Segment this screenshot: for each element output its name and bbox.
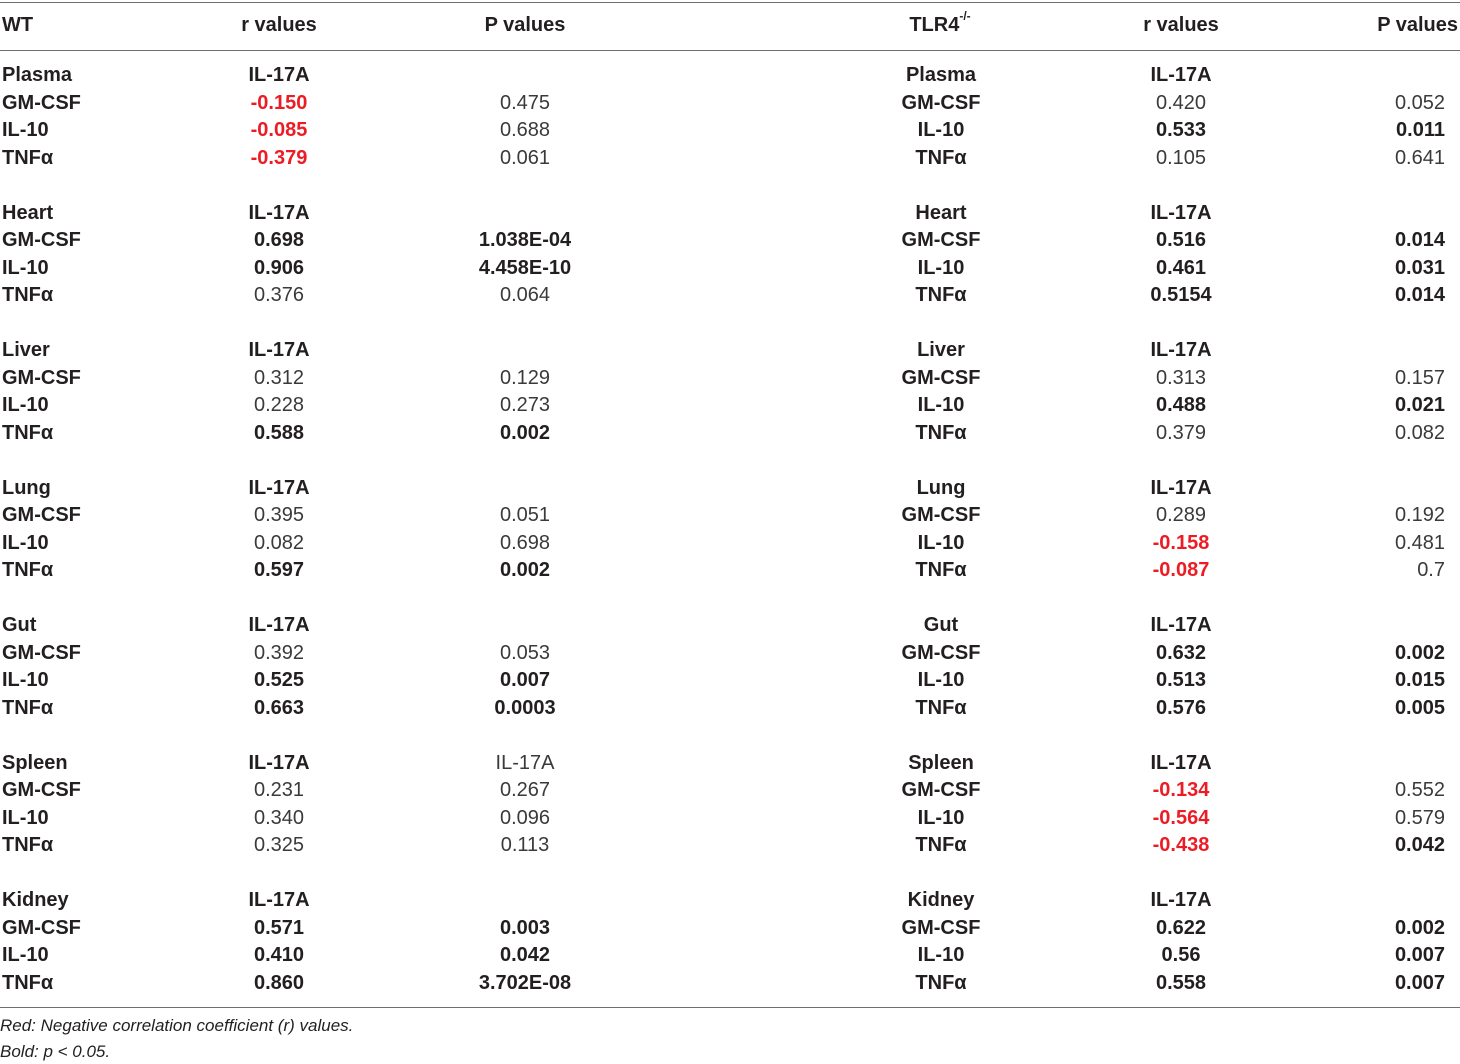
wt-r-value: 0.663 xyxy=(253,696,305,719)
tlr4-p-value: 0.031 xyxy=(1394,256,1445,279)
cytokine-label-wt: TNFα xyxy=(2,284,54,306)
tlr4-r-value: 0.420 xyxy=(1155,91,1207,114)
header-tlr4-superscript: -/- xyxy=(959,9,971,24)
tlr4-p-value: 0.579 xyxy=(1394,806,1445,829)
tlr4-r-value: 0.513 xyxy=(1155,669,1207,691)
marker-label-wt: IL-17A xyxy=(248,201,310,224)
header-wt: WT xyxy=(2,14,34,36)
table-row xyxy=(0,832,1460,860)
tissue-label-tlr4: Lung xyxy=(916,476,966,499)
table-row xyxy=(0,942,1460,970)
wt-r-value: -0.085 xyxy=(250,119,308,141)
cytokine-label-wt: TNFα xyxy=(2,971,54,994)
tlr4-p-value: 0.007 xyxy=(1394,971,1445,994)
header-tlr4 xyxy=(909,9,971,40)
footnote-bold: Bold: p < 0.05. xyxy=(0,1042,111,1061)
header-p-values-wt: P values xyxy=(484,14,566,36)
cytokine-label-wt: TNFα xyxy=(2,834,54,856)
tissue-label-wt: Gut xyxy=(2,614,37,636)
wt-p-value: 3.702E-08 xyxy=(478,971,572,994)
group-header-row-heart xyxy=(0,200,1460,228)
marker-label-wt: IL-17A xyxy=(248,889,310,911)
cytokine-label-tlr4: IL-10 xyxy=(917,531,965,554)
tlr4-r-value: -0.438 xyxy=(1152,834,1210,856)
cytokine-label-wt: GM-CSF xyxy=(2,779,81,801)
wt-r-value: 0.228 xyxy=(253,394,305,416)
header-rule xyxy=(0,50,1460,51)
tlr4-r-value: -0.134 xyxy=(1152,779,1210,801)
wt-r-value: 0.410 xyxy=(253,944,305,966)
tissue-label-wt: Spleen xyxy=(2,751,68,774)
cytokine-label-tlr4: IL-10 xyxy=(917,256,965,279)
wt-p-value: 0.061 xyxy=(499,146,551,169)
wt-p-value: 0.267 xyxy=(499,779,551,801)
wt-p-value: 0.003 xyxy=(499,916,551,939)
wt-p-value: 0.042 xyxy=(499,944,551,966)
cytokine-label-tlr4: GM-CSF xyxy=(901,641,981,664)
wt-p-value: 0.002 xyxy=(499,559,551,581)
tlr4-p-value: 0.157 xyxy=(1394,366,1445,389)
tlr4-p-value: 0.002 xyxy=(1394,641,1445,664)
tissue-label-wt: Kidney xyxy=(2,889,69,911)
tlr4-r-value: 0.379 xyxy=(1155,421,1207,444)
tlr4-r-value: 0.576 xyxy=(1155,696,1207,719)
tlr4-r-value: 0.289 xyxy=(1155,504,1207,526)
table-row xyxy=(0,695,1460,723)
marker-label-tlr4: IL-17A xyxy=(1150,64,1212,86)
tissue-label-wt: Plasma xyxy=(2,64,73,86)
top-rule xyxy=(0,2,1460,3)
tissue-label-tlr4: Heart xyxy=(915,201,967,224)
wt-r-value: 0.588 xyxy=(253,421,305,444)
marker-label-tlr4: IL-17A xyxy=(1150,339,1212,361)
tissue-label-tlr4: Plasma xyxy=(905,64,977,86)
marker-label-tlr4: IL-17A xyxy=(1150,751,1212,774)
tlr4-p-value: 0.002 xyxy=(1394,916,1445,939)
tlr4-r-value: 0.632 xyxy=(1155,641,1207,664)
table-row xyxy=(0,420,1460,448)
table-row xyxy=(0,502,1460,530)
cytokine-label-wt: IL-10 xyxy=(2,256,49,279)
tlr4-p-value: 0.082 xyxy=(1394,421,1445,444)
cytokine-label-tlr4: GM-CSF xyxy=(901,366,981,389)
cytokine-label-wt: GM-CSF xyxy=(2,229,81,251)
wt-p-value: 0.096 xyxy=(499,806,551,829)
cytokine-label-wt: IL-10 xyxy=(2,531,49,554)
table-row xyxy=(0,970,1460,998)
tissue-label-tlr4: Kidney xyxy=(907,889,975,911)
cytokine-label-tlr4: IL-10 xyxy=(917,119,965,141)
wt-r-value: -0.150 xyxy=(250,91,308,114)
wt-p-value: 1.038E-04 xyxy=(478,229,572,251)
wt-r-value: 0.395 xyxy=(253,504,305,526)
group-header-row-lung xyxy=(0,475,1460,503)
cytokine-label-wt: IL-10 xyxy=(2,944,49,966)
table-row xyxy=(0,365,1460,393)
cytokine-label-wt: TNFα xyxy=(2,146,54,169)
cytokine-label-tlr4: GM-CSF xyxy=(901,504,981,526)
wt-r-value: 0.525 xyxy=(253,669,305,691)
group-header-row-liver xyxy=(0,337,1460,365)
cytokine-label-tlr4: IL-10 xyxy=(917,944,965,966)
table-row xyxy=(0,777,1460,805)
tissue-label-tlr4: Gut xyxy=(923,614,959,636)
wt-r-value: 0.906 xyxy=(253,256,305,279)
header-r-values-tlr4: r values xyxy=(1143,14,1219,36)
wt-p-value: 0.064 xyxy=(499,284,551,306)
wt-p-value: 0.113 xyxy=(500,834,550,856)
table-row xyxy=(0,145,1460,173)
wt-r-value: -0.379 xyxy=(250,146,308,169)
cytokine-label-wt: IL-10 xyxy=(2,806,49,829)
cytokine-label-tlr4: TNFα xyxy=(915,559,967,581)
tlr4-p-value: 0.021 xyxy=(1394,394,1445,416)
tlr4-r-value: -0.087 xyxy=(1152,559,1210,581)
tlr4-p-value: 0.052 xyxy=(1394,91,1445,114)
cytokine-label-tlr4: TNFα xyxy=(915,834,967,856)
group-header-row-gut xyxy=(0,612,1460,640)
tlr4-r-value: 0.558 xyxy=(1155,971,1207,994)
marker-label-tlr4: IL-17A xyxy=(1150,614,1212,636)
tlr4-r-value: 0.533 xyxy=(1155,119,1207,141)
tlr4-p-value: 0.192 xyxy=(1394,504,1445,526)
marker-label-wt: IL-17A xyxy=(248,751,310,774)
cytokine-label-wt: IL-10 xyxy=(2,669,49,691)
wt-r-value: 0.082 xyxy=(253,531,305,554)
cytokine-label-tlr4: TNFα xyxy=(915,971,967,994)
marker-label-wt: IL-17A xyxy=(248,476,310,499)
header-tlr4-text: TLR4 xyxy=(909,14,960,36)
tlr4-p-value: 0.014 xyxy=(1394,284,1445,306)
wt-r-value: 0.325 xyxy=(253,834,305,856)
cytokine-label-wt: IL-10 xyxy=(2,394,49,416)
table-row xyxy=(0,117,1460,145)
cytokine-label-wt: TNFα xyxy=(2,696,54,719)
tissue-label-tlr4: Spleen xyxy=(908,751,974,774)
table-row xyxy=(0,667,1460,695)
header-row xyxy=(0,9,1460,40)
wt-p-value: 0.129 xyxy=(499,366,551,389)
tlr4-r-value: 0.5154 xyxy=(1150,284,1212,306)
wt-p-value: 0.007 xyxy=(499,669,551,691)
cytokine-label-tlr4: GM-CSF xyxy=(901,229,981,251)
wt-p-value: 4.458E-10 xyxy=(478,256,572,279)
cytokine-label-wt: IL-10 xyxy=(2,119,49,141)
tlr4-p-value: 0.552 xyxy=(1394,779,1445,801)
marker-label-wt-p: IL-17A xyxy=(495,751,555,774)
tlr4-p-value: 0.481 xyxy=(1394,531,1445,554)
cytokine-label-wt: GM-CSF xyxy=(2,916,81,939)
marker-label-wt: IL-17A xyxy=(248,614,310,636)
wt-r-value: 0.597 xyxy=(253,559,305,581)
wt-r-value: 0.392 xyxy=(253,641,305,664)
wt-p-value: 0.698 xyxy=(499,531,551,554)
table-row xyxy=(0,640,1460,668)
tlr4-r-value: 0.516 xyxy=(1155,229,1207,251)
table-row xyxy=(0,90,1460,118)
wt-r-value: 0.231 xyxy=(253,779,305,801)
tlr4-r-value: 0.622 xyxy=(1155,916,1207,939)
marker-label-tlr4: IL-17A xyxy=(1150,201,1212,224)
tlr4-p-value: 0.011 xyxy=(1396,119,1445,141)
cytokine-label-wt: GM-CSF xyxy=(2,366,81,389)
tlr4-p-value: 0.015 xyxy=(1394,669,1445,691)
table-row xyxy=(0,805,1460,833)
cytokine-label-wt: GM-CSF xyxy=(2,504,81,526)
wt-p-value: 0.688 xyxy=(499,119,551,141)
cytokine-label-wt: GM-CSF xyxy=(2,91,81,114)
table-row xyxy=(0,530,1460,558)
cytokine-label-wt: TNFα xyxy=(2,559,54,581)
tlr4-p-value: 0.7 xyxy=(1417,559,1445,581)
wt-p-value: 0.051 xyxy=(499,504,551,526)
wt-p-value: 0.053 xyxy=(499,641,551,664)
wt-p-value: 0.0003 xyxy=(494,696,556,719)
wt-r-value: 0.571 xyxy=(253,916,305,939)
tissue-label-wt: Lung xyxy=(2,476,51,499)
cytokine-label-wt: TNFα xyxy=(2,421,54,444)
table-row xyxy=(0,915,1460,943)
cytokine-label-tlr4: GM-CSF xyxy=(901,779,981,801)
cytokine-label-tlr4: TNFα xyxy=(915,284,967,306)
table-row xyxy=(0,282,1460,310)
group-header-row-kidney xyxy=(0,887,1460,915)
marker-label-wt: IL-17A xyxy=(248,64,310,86)
wt-r-value: 0.698 xyxy=(253,229,305,251)
cytokine-label-tlr4: IL-10 xyxy=(917,806,965,829)
wt-r-value: 0.860 xyxy=(253,971,305,994)
header-r-values-wt: r values xyxy=(241,14,317,36)
tlr4-r-value: 0.56 xyxy=(1161,944,1201,966)
cytokine-label-wt: GM-CSF xyxy=(2,641,81,664)
tlr4-p-value: 0.007 xyxy=(1394,944,1445,966)
tlr4-r-value: 0.461 xyxy=(1155,256,1207,279)
bottom-rule xyxy=(0,1007,1460,1008)
table-row xyxy=(0,557,1460,585)
wt-r-value: 0.376 xyxy=(253,284,305,306)
tissue-label-tlr4: Liver xyxy=(917,339,965,361)
tlr4-p-value: 0.641 xyxy=(1394,146,1445,169)
tissue-label-wt: Liver xyxy=(2,339,50,361)
footnote-red: Red: Negative correlation coefficient (r) values. xyxy=(0,1016,354,1035)
cytokine-label-tlr4: TNFα xyxy=(915,146,967,169)
wt-p-value: 0.002 xyxy=(499,421,551,444)
cytokine-label-tlr4: IL-10 xyxy=(917,394,965,416)
tlr4-r-value: 0.313 xyxy=(1155,366,1207,389)
tlr4-r-value: 0.105 xyxy=(1155,146,1207,169)
wt-p-value: 0.273 xyxy=(499,394,551,416)
tissue-label-wt: Heart xyxy=(2,201,54,224)
cytokine-label-tlr4: IL-10 xyxy=(917,669,965,691)
cytokine-label-tlr4: TNFα xyxy=(915,696,967,719)
group-header-row-spleen xyxy=(0,750,1460,778)
table-row xyxy=(0,227,1460,255)
header-p-values-tlr4: P values xyxy=(1377,14,1458,36)
table-row xyxy=(0,255,1460,283)
cytokine-label-tlr4: GM-CSF xyxy=(901,91,981,114)
marker-label-wt: IL-17A xyxy=(248,339,310,361)
tlr4-r-value: -0.158 xyxy=(1152,531,1210,554)
group-header-row-plasma xyxy=(0,62,1460,90)
tlr4-p-value: 0.042 xyxy=(1394,834,1445,856)
tlr4-r-value: 0.488 xyxy=(1155,394,1207,416)
cytokine-label-tlr4: TNFα xyxy=(915,421,967,444)
marker-label-tlr4: IL-17A xyxy=(1150,476,1212,499)
wt-r-value: 0.340 xyxy=(253,806,305,829)
table-row xyxy=(0,392,1460,420)
wt-r-value: 0.312 xyxy=(253,366,305,389)
tlr4-p-value: 0.005 xyxy=(1394,696,1445,719)
wt-p-value: 0.475 xyxy=(499,91,551,114)
cytokine-label-tlr4: GM-CSF xyxy=(901,916,981,939)
marker-label-tlr4: IL-17A xyxy=(1150,889,1212,911)
tlr4-r-value: -0.564 xyxy=(1152,806,1210,829)
tlr4-p-value: 0.014 xyxy=(1394,229,1445,251)
